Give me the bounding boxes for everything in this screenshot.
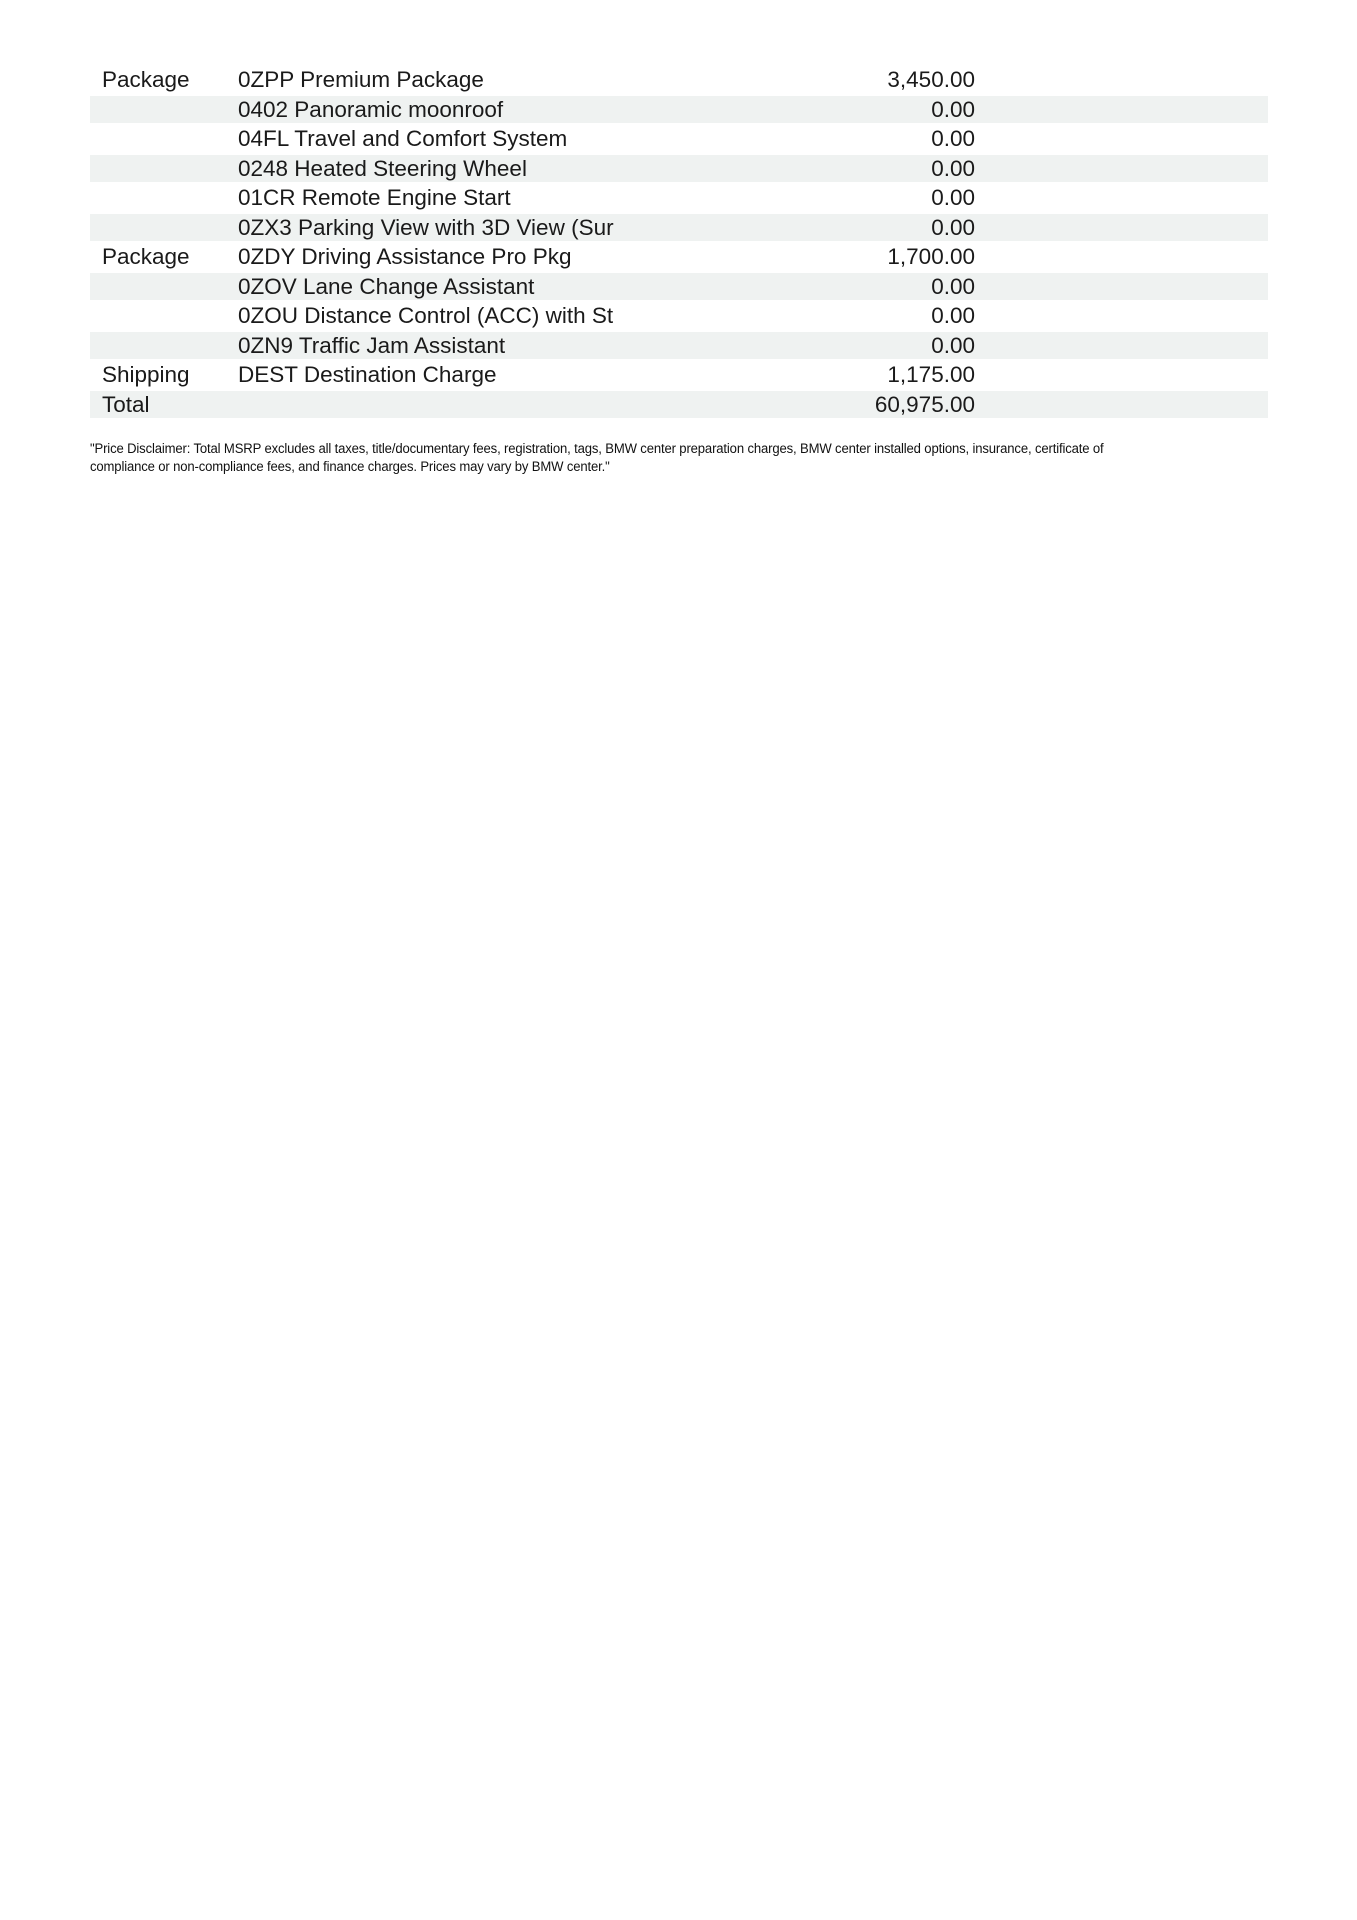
row-amount: 0.00 xyxy=(931,273,975,299)
price-disclaimer xyxy=(90,440,1283,477)
table-row xyxy=(90,95,1268,125)
table-row xyxy=(90,65,1268,95)
table-row xyxy=(90,331,1268,361)
row-amount: 0.00 xyxy=(931,126,975,151)
row-amount: 0.00 xyxy=(931,332,975,358)
row-description: 0ZDY Driving Assistance Pro Pkg xyxy=(238,244,572,269)
row-type-label: Package xyxy=(102,67,190,92)
row-description: 0ZX3 Parking View with 3D View (Sur xyxy=(238,214,614,240)
disclaimer-line-1: "Price Disclaimer: Total MSRP excludes all taxes, title/documentary fees, registration, tags, BMW center preparation charges, BMW center installed options, insurance, certificate of xyxy=(90,441,1104,456)
row-description: 01CR Remote Engine Start xyxy=(238,185,511,210)
row-amount: 0.00 xyxy=(931,155,975,181)
row-type-label: Package xyxy=(102,244,190,269)
row-description: 0ZOV Lane Change Assistant xyxy=(238,273,535,299)
disclaimer-line-2: compliance or non-compliance fees, and finance charges. Prices may vary by BMW center." xyxy=(90,459,610,475)
row-amount: 0.00 xyxy=(931,303,975,328)
row-description: 0ZPP Premium Package xyxy=(238,67,484,92)
table-row xyxy=(90,272,1268,302)
row-amount: 0.00 xyxy=(931,185,975,210)
table-row xyxy=(90,154,1268,184)
row-description: 0248 Heated Steering Wheel xyxy=(238,155,527,181)
row-description: 0402 Panoramic moonroof xyxy=(238,96,504,122)
table-row xyxy=(90,242,1268,272)
row-description: 0ZN9 Traffic Jam Assistant xyxy=(238,332,506,358)
row-description: 04FL Travel and Comfort System xyxy=(238,126,568,151)
table-row xyxy=(90,360,1268,390)
table-row xyxy=(90,390,1268,420)
table-row xyxy=(90,183,1268,213)
row-amount: 60,975.00 xyxy=(874,391,975,417)
table-row xyxy=(90,213,1268,243)
row-description: 0ZOU Distance Control (ACC) with St xyxy=(238,303,614,328)
row-amount: 0.00 xyxy=(931,214,975,240)
row-amount: 0.00 xyxy=(931,96,975,122)
row-amount: 1,700.00 xyxy=(887,244,975,269)
row-amount: 3,450.00 xyxy=(887,67,975,92)
row-description: DEST Destination Charge xyxy=(238,362,497,387)
table-row xyxy=(90,124,1268,154)
row-amount: 1,175.00 xyxy=(887,362,975,387)
table-row xyxy=(90,301,1268,331)
pricing-table xyxy=(90,65,1268,419)
row-type-label: Total xyxy=(102,391,150,417)
row-type-label: Shipping xyxy=(102,362,190,387)
